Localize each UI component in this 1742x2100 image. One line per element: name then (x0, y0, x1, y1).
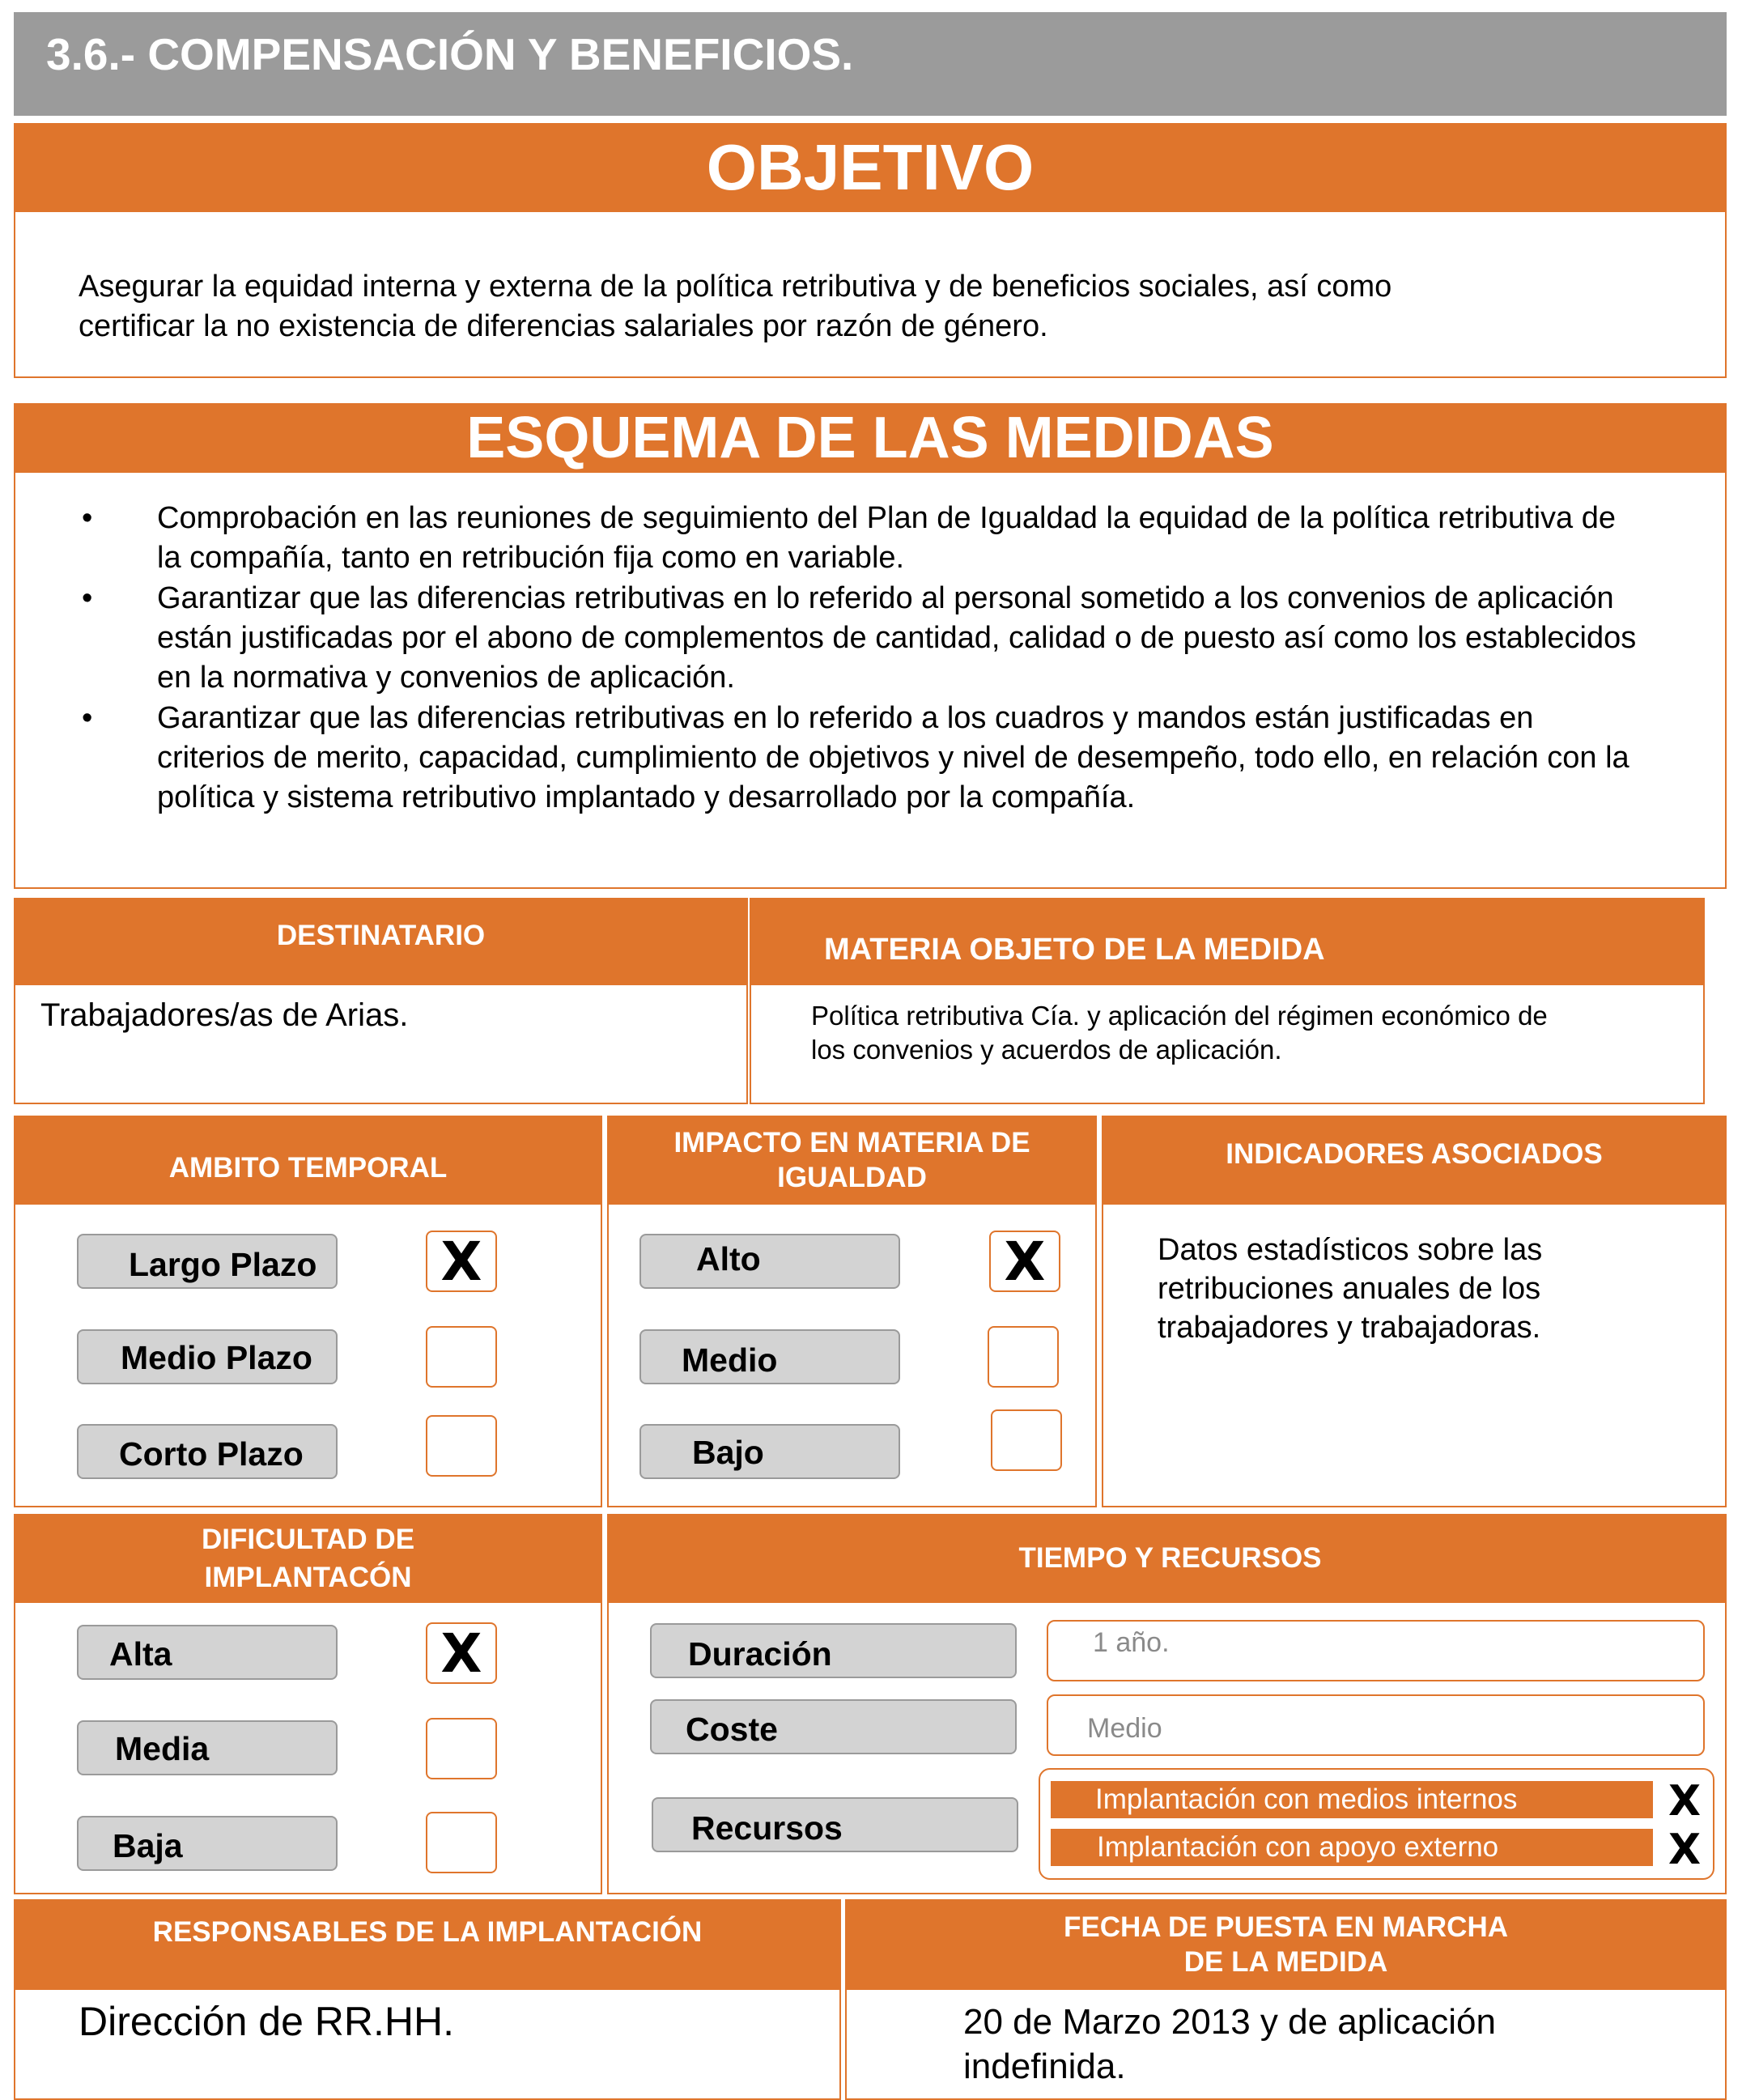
recurso-apoyo-externo-mark[interactable] (1666, 1826, 1703, 1874)
checkbox-corto-plazo[interactable] (426, 1415, 497, 1477)
objetivo-heading-text: OBJETIVO (706, 131, 1035, 203)
duracion-value: 1 año. (1093, 1626, 1170, 1658)
esquema-heading-text: ESQUEMA DE LAS MEDIDAS (466, 406, 1274, 470)
materia-header (750, 898, 1705, 985)
indicadores-value (1158, 1231, 1542, 1347)
option-corto-plazo[interactable] (77, 1424, 338, 1479)
recurso-label: Implantación con apoyo externo (1097, 1831, 1499, 1863)
recurso-label: Implantación con medios internos (1095, 1783, 1518, 1815)
esquema-item: • Comprobación en las reuniones de seguimiento del Plan de Igualdad la equidad de la política retributiva de la compañía, tanto en retribución fija como en variable. (15, 499, 1699, 578)
check-mark: X (1004, 1230, 1046, 1293)
destinatario-header (14, 898, 748, 985)
objetivo-line-2: certificar la no existencia de diferencias salariales por razón de género. (79, 309, 1048, 343)
checkbox-alta[interactable] (426, 1622, 497, 1684)
checkbox-largo-plazo[interactable] (426, 1231, 497, 1292)
duracion-label: Duración (688, 1635, 832, 1673)
check-mark: X (1668, 1826, 1702, 1874)
impacto-label-line-1: IMPACTO EN MATERIA DE (673, 1127, 1030, 1158)
impacto-header (607, 1116, 1097, 1205)
materia-value (811, 999, 1548, 1067)
indicadores-header (1102, 1116, 1727, 1205)
option-label: Medio (682, 1341, 778, 1379)
check-mark: X (440, 1230, 482, 1293)
option-alta[interactable] (77, 1625, 338, 1680)
option-media[interactable] (77, 1720, 338, 1775)
esquema-list-wrap (15, 499, 1699, 852)
option-baja[interactable] (77, 1816, 338, 1871)
fecha-line-1: 20 de Marzo 2013 y de aplicación (963, 2002, 1496, 2042)
checkbox-bajo[interactable] (991, 1409, 1062, 1471)
destinatario-label: DESTINATARIO (276, 920, 486, 951)
tiempo-header (607, 1514, 1727, 1603)
recursos-label-pill (652, 1797, 1018, 1852)
materia-label: MATERIA OBJETO DE LA MEDIDA (824, 932, 1325, 967)
option-label: Baja (113, 1826, 183, 1864)
recursos-label: Recursos (691, 1809, 843, 1847)
option-bajo[interactable] (639, 1424, 900, 1479)
esquema-item: • Garantizar que las diferencias retributivas en lo referido al personal sometido a los convenios de aplicación están justificadas por el abono de complementos de cantidad, calidad o de puesto así como los establecidos en la normativa y convenios de aplicación. (15, 579, 1699, 698)
checkbox-medio-plazo[interactable] (426, 1326, 497, 1388)
objetivo-heading (14, 123, 1727, 212)
responsables-header (14, 1899, 841, 1990)
esquema-heading (14, 403, 1727, 473)
recurso-medios-internos[interactable] (1051, 1781, 1653, 1818)
esquema-list (15, 499, 1699, 818)
esquema-item: • Garantizar que las diferencias retributivas en lo referido a los cuadros y mandos están justificadas en criterios de merito, capacidad, cumplimiento de objetivos y nivel de desempeño, todo ello, en relación con la política y sistema retributivo implantado y desarrollado por la compañía. (15, 699, 1699, 818)
option-label: Media (115, 1729, 210, 1767)
checkbox-medio[interactable] (988, 1326, 1059, 1388)
fecha-label-line-1: FECHA DE PUESTA EN MARCHA (1064, 1911, 1508, 1943)
indicadores-label: INDICADORES ASOCIADOS (1226, 1137, 1603, 1170)
section-header (14, 12, 1727, 116)
dificultad-label-line-1: DIFICULTAD DE (201, 1524, 415, 1555)
materia-line-2: los convenios y acuerdos de aplicación. (811, 1035, 1282, 1065)
indicadores-line-1: Datos estadísticos sobre las (1158, 1233, 1543, 1267)
indicadores-line-3: trabajadores y trabajadoras. (1158, 1311, 1541, 1345)
impacto-label-line-2: IGUALDAD (777, 1162, 927, 1193)
dificultad-label-line-2: IMPLANTACÓN (204, 1562, 412, 1593)
option-alto[interactable] (639, 1234, 900, 1289)
checkbox-media[interactable] (426, 1718, 497, 1779)
ambito-label: AMBITO TEMPORAL (168, 1152, 448, 1184)
dificultad-header (14, 1514, 602, 1603)
indicadores-line-2: retribuciones anuales de los (1158, 1272, 1541, 1306)
checkbox-baja[interactable] (426, 1812, 497, 1873)
option-medio[interactable] (639, 1329, 900, 1384)
option-label: Medio Plazo (121, 1338, 312, 1376)
objetivo-line-1: Asegurar la equidad interna y externa de la política retributiva y de beneficios sociales, así como (79, 270, 1392, 304)
fecha-label-line-2: DE LA MEDIDA (1183, 1946, 1388, 1978)
option-medio-plazo[interactable] (77, 1329, 338, 1384)
option-label: Largo Plazo (129, 1245, 317, 1283)
fecha-line-2: indefinida. (963, 2047, 1126, 2086)
option-label: Alto (696, 1239, 761, 1277)
fecha-header (845, 1899, 1727, 1990)
option-largo-plazo[interactable] (77, 1234, 338, 1289)
checkbox-alto[interactable] (989, 1231, 1060, 1292)
fecha-value (963, 2000, 1496, 2089)
recurso-medios-internos-mark[interactable] (1666, 1777, 1703, 1826)
duracion-label-pill (650, 1623, 1017, 1678)
materia-line-1: Política retributiva Cía. y aplicación del régimen económico de (811, 1001, 1548, 1031)
coste-value: Medio (1087, 1712, 1162, 1744)
coste-label-pill (650, 1699, 1017, 1754)
tiempo-label: TIEMPO Y RECURSOS (1018, 1542, 1322, 1574)
duracion-field[interactable] (1047, 1620, 1705, 1681)
check-mark: X (440, 1622, 482, 1685)
option-label: Bajo (692, 1433, 764, 1471)
section-title: 3.6.- COMPENSACIÓN Y BENEFICIOS. (46, 29, 854, 79)
coste-label: Coste (686, 1710, 778, 1748)
option-label: Alta (109, 1635, 172, 1673)
option-label: Corto Plazo (119, 1435, 304, 1473)
coste-field[interactable] (1047, 1694, 1705, 1756)
recurso-apoyo-externo[interactable] (1051, 1829, 1653, 1866)
responsables-value: Dirección de RR.HH. (79, 1999, 455, 2044)
responsables-label: RESPONSABLES DE LA IMPLANTACIÓN (152, 1916, 703, 1948)
check-mark: X (1668, 1777, 1702, 1826)
ambito-header (14, 1116, 602, 1205)
objetivo-text (79, 267, 1697, 346)
destinatario-value: Trabajadores/as de Arias. (40, 997, 409, 1033)
